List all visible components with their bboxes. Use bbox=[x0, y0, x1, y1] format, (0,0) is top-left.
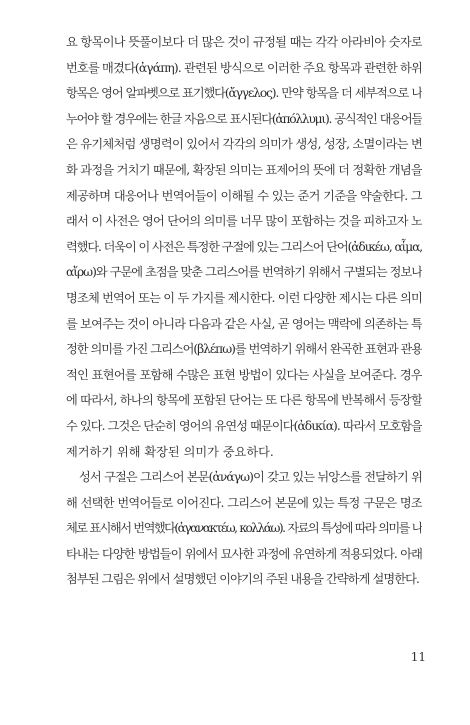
text-line: 수 있다. 그것은 단순히 영어의 유연성 때문이다(ἀδικία). 따라서 모호함을 bbox=[66, 418, 422, 433]
text-line: αἴρω)와 구문에 초점을 맞춘 그리스어를 번역하기 위해서 구별되는 정보나 bbox=[66, 265, 422, 280]
text-line: 첨부된 그림은 위에서 설명했던 이야기의 주된 내용을 간략하게 설명한다. bbox=[66, 572, 419, 587]
text-line: 화 과정을 거치기 때문에, 확장된 의미는 표제어의 뜻에 더 정확한 개념을 bbox=[66, 162, 422, 177]
text-line: 은 유기체처럼 생명력이 있어서 각각의 의미가 생성, 성장, 소멸이라는 변 bbox=[66, 137, 422, 152]
body-text bbox=[66, 30, 422, 593]
text-line: 제거하기 위해 확장된 의미가 중요하다. bbox=[66, 444, 274, 459]
text-line: 에 따라서, 하나의 항목에 포함된 단어는 또 다른 항목에 반복해서 등장할 bbox=[66, 393, 422, 408]
text-line: 정한 의미를 가진 그리스어(βλέπω)를 번역하기 위해서 완곡한 표현과 관용 bbox=[66, 342, 422, 357]
text-line: 래서 이 사전은 영어 단어의 의미를 너무 많이 포함하는 것을 피하고자 노 bbox=[66, 214, 422, 229]
text-line: 항목은 영어 알파벳으로 표기했다(ἄγγελος). 만약 항목을 더 세부적으로 나 bbox=[66, 86, 422, 101]
text-line: 체로 표시해서 번역했다(ἀγανακτέω, κολλάω). 자료의 특성에 따라 의미를 나 bbox=[66, 521, 422, 536]
text-line: 번호를 매겼다(ἀγάπη). 관련된 방식으로 이러한 주요 항목과 관련한 하위 bbox=[66, 60, 422, 75]
text-line: 력했다. 더욱이 이 사전은 특정한 구절에 있는 그리스어 단어(ἀδικέω, αἷμα, bbox=[66, 239, 422, 254]
paragraph-2 bbox=[66, 465, 422, 593]
text-line: 타내는 다양한 방법들이 위에서 묘사한 과정에 유연하게 적용되었다. 아래 bbox=[66, 546, 422, 561]
page-number: 11 bbox=[410, 650, 426, 664]
paragraph-1 bbox=[66, 30, 422, 465]
text-line: 를 보여주는 것이 아니라 다음과 같은 사실, 곧 영어는 맥락에 의존하는 특 bbox=[66, 316, 422, 331]
text-line: 성서 구절은 그리스어 본문(ἀνάγω)이 갖고 있는 뉘앙스를 전달하기 위 bbox=[79, 470, 422, 485]
text-line: 해 선택한 번역어들로 이어진다. 그리스어 본문에 있는 특정 구문은 명조 bbox=[66, 495, 422, 510]
text-line: 명조체 번역어 또는 이 두 가지를 제시한다. 이런 다양한 제시는 다른 의미 bbox=[66, 290, 422, 305]
text-line: 요 항목이나 뜻풀이보다 더 많은 것이 규정될 때는 각각 아라비아 숫자로 bbox=[66, 35, 422, 49]
text-line: 제공하며 대응어나 번역어들이 이해될 수 있는 준거 기준을 약술한다. 그 bbox=[66, 188, 422, 203]
text-line: 누어야 할 경우에는 한글 자음으로 표시된다(ἀπόλλυμι). 공식적인 대응어들 bbox=[66, 111, 422, 126]
text-line: 적인 표현어를 포함해 수많은 표현 방법이 있다는 사실을 보여준다. 경우 bbox=[66, 367, 422, 382]
